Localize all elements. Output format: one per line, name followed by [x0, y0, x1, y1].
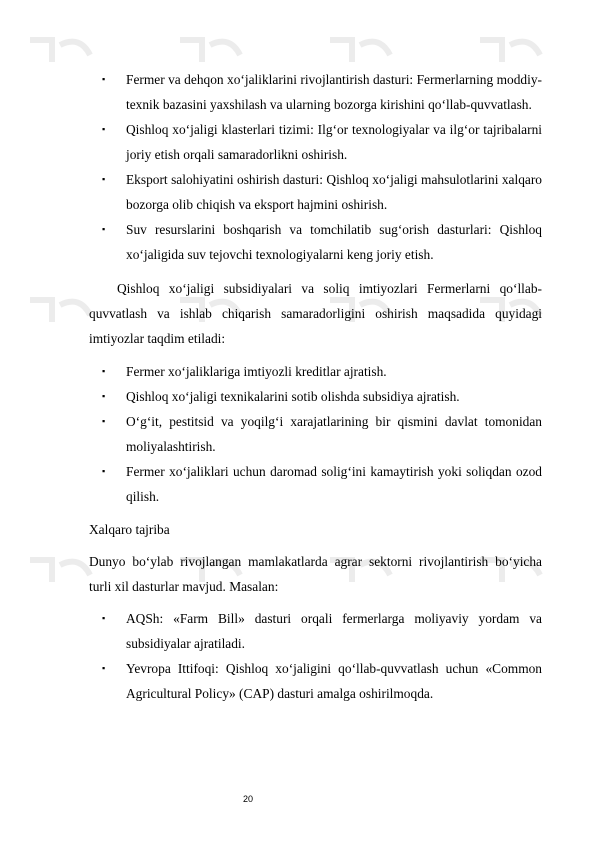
list-item-text: Yevropa Ittifoqi: Qishloq xo‘jaligini qo‘llab-quvvatlash uchun «Common Agricultural Policy» (CAP) dasturi amalga oshirilmoqda. [126, 661, 542, 701]
international-list [89, 606, 542, 706]
list-item [89, 217, 542, 267]
bullet-icon: ▪ [102, 416, 106, 426]
bullet-icon: ▪ [102, 391, 106, 401]
list-item [89, 459, 542, 509]
page-content [89, 67, 542, 706]
bullet-icon: ▪ [102, 663, 106, 673]
list-item [89, 67, 542, 117]
bullet-icon: ▪ [102, 224, 106, 234]
list-item-text: O‘g‘it, pestitsid va yoqilg‘i xarajatlarining bir qismini davlat tomonidan moliyalashtirish. [126, 414, 542, 454]
list-item-text: Qishloq xo‘jaligi klasterlari tizimi: Ilg‘or texnologiyalar va ilg‘or tajribalarni joriy etish orqali samaradorlikni oshirish. [126, 122, 542, 162]
list-item [89, 167, 542, 217]
list-item [89, 359, 542, 384]
benefits-list [89, 359, 542, 509]
subsidies-paragraph: Qishloq xo‘jaligi subsidiyalari va soliq imtiyozlari Fermerlarni qo‘llab-quvvatlash va ishlab chiqarish samaradorligini oshirish maqsadida quyidagi imtiyozlar taqdim etiladi: [89, 281, 542, 346]
program-list [89, 67, 542, 267]
list-item-text: Fermer xo‘jaliklariga imtiyozli kreditlar ajratish. [126, 364, 387, 379]
section-heading: Xalqaro tajriba [89, 522, 170, 537]
page-number: 20 [243, 794, 254, 804]
bullet-icon: ▪ [102, 613, 106, 623]
list-item [89, 117, 542, 167]
list-item [89, 656, 542, 706]
list-item [89, 384, 542, 409]
list-item-text: Qishloq xo‘jaligi texnikalarini sotib olishda subsidiya ajratish. [126, 389, 460, 404]
list-item-text: Eksport salohiyatini oshirish dasturi: Qishloq xo‘jaligi mahsulotlarini xalqaro bozorga olib chiqish va eksport hajmini oshirish. [126, 172, 542, 212]
list-item-text: Suv resurslarini boshqarish va tomchilatib sug‘orish dasturlari: Qishloq xo‘jaligida suv tejovchi texnologiyalarni keng joriy etish. [126, 222, 542, 262]
list-item [89, 606, 542, 656]
bullet-icon: ▪ [102, 174, 106, 184]
list-item [89, 409, 542, 459]
list-item-text: AQSh: «Farm Bill» dasturi orqali fermerlarga moliyaviy yordam va subsidiyalar ajratiladi. [126, 611, 542, 651]
international-paragraph: Dunyo bo‘ylab rivojlangan mamlakatlarda agrar sektorni rivojlantirish bo‘yicha turli xil dasturlar mavjud. Masalan: [89, 554, 542, 594]
list-item-text: Fermer xo‘jaliklari uchun daromad solig‘ini kamaytirish yoki soliqdan ozod qilish. [126, 464, 542, 504]
list-item-text: Fermer va dehqon xo‘jaliklarini rivojlantirish dasturi: Fermerlarning moddiy-texnik bazasini yaxshilash va ularning bozorga kirishini qo‘llab-quvvatlash. [126, 72, 542, 112]
bullet-icon: ▪ [102, 74, 106, 84]
bullet-icon: ▪ [102, 124, 106, 134]
bullet-icon: ▪ [102, 466, 106, 476]
bullet-icon: ▪ [102, 366, 106, 376]
